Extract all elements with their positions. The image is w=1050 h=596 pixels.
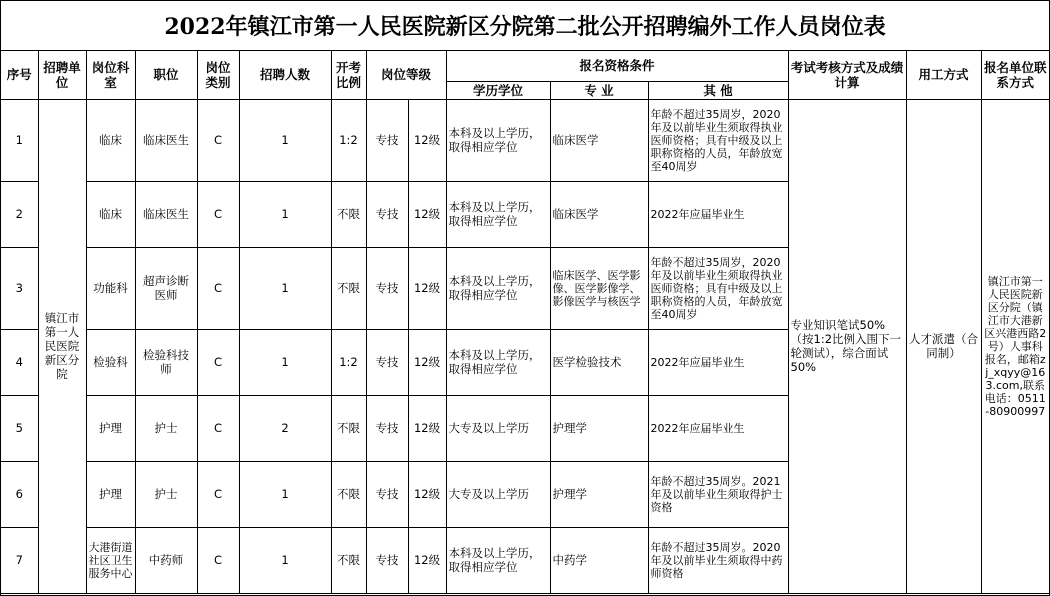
header-category: 岗位类别	[197, 51, 239, 99]
cell-education: 本科及以上学历，取得相应学位	[446, 329, 550, 395]
cell-level-type: 专技	[366, 181, 408, 247]
cell-other: 2022年应届毕业生	[648, 329, 788, 395]
cell-ratio: 不限	[331, 527, 366, 593]
cell-category: C	[197, 247, 239, 329]
header-major: 专 业	[550, 81, 648, 99]
cell-count: 1	[239, 181, 331, 247]
cell-count: 2	[239, 395, 331, 461]
header-position: 职位	[135, 51, 197, 99]
cell-level: 12级	[408, 527, 446, 593]
cell-education: 大专及以上学历	[446, 461, 550, 527]
cell-level: 12级	[408, 181, 446, 247]
cell-count: 1	[239, 247, 331, 329]
header-contact: 报名单位联系方式	[981, 51, 1049, 99]
cell-ratio: 不限	[331, 247, 366, 329]
cell-ratio: 1:2	[331, 99, 366, 181]
cell-major: 临床医学、医学影像、医学影像学、影像医学与核医学	[550, 247, 648, 329]
cell-seq: 5	[1, 395, 38, 461]
cell-level: 12级	[408, 395, 446, 461]
header-level: 岗位等级	[366, 51, 446, 99]
cell-other: 年龄不超过35周岁，2020年及以前毕业生须取得执业医师资格；具有中级及以上职称资格的人员，年龄放宽至40周岁	[648, 99, 788, 181]
header-qualifications: 报名资格条件	[446, 51, 788, 81]
cell-contact: 镇江市第一人民医院新区分院（镇江市大港新区兴港西路2号）人事科报名，邮箱zj_xqyy@163.com,联系电话：0511-80900997	[981, 99, 1049, 593]
cell-employment-type: 人才派遣（合同制）	[906, 99, 981, 593]
cell-dept: 护理	[86, 461, 135, 527]
table-row	[1, 99, 1049, 181]
cell-dept: 检验科	[86, 329, 135, 395]
cell-dept: 护理	[86, 395, 135, 461]
cell-seq: 1	[1, 99, 38, 181]
cell-education: 本科及以上学历，取得相应学位	[446, 247, 550, 329]
cell-other: 年龄不超过35周岁，2020年及以前毕业生须取得执业医师资格；具有中级及以上职称资格的人员，年龄放宽至40周岁	[648, 247, 788, 329]
header-ratio: 开考比例	[331, 51, 366, 99]
cell-seq: 6	[1, 461, 38, 527]
cell-ratio: 不限	[331, 395, 366, 461]
header-unit: 招聘单位	[38, 51, 86, 99]
header-row	[1, 51, 1049, 81]
cell-ratio: 不限	[331, 461, 366, 527]
cell-other: 年龄不超过35周岁。2020年及以前毕业生须取得中药师资格	[648, 527, 788, 593]
page-title: 2022年镇江市第一人民医院新区分院第二批公开招聘编外工作人员岗位表	[1, 1, 1049, 51]
cell-position: 超声诊断医师	[135, 247, 197, 329]
cell-seq: 3	[1, 247, 38, 329]
cell-position: 中药师	[135, 527, 197, 593]
cell-dept: 临床	[86, 181, 135, 247]
cell-major: 医学检验技术	[550, 329, 648, 395]
cell-other: 2022年应届毕业生	[648, 181, 788, 247]
cell-major: 临床医学	[550, 181, 648, 247]
cell-education: 大专及以上学历	[446, 395, 550, 461]
header-dept: 岗位科室	[86, 51, 135, 99]
cell-count: 1	[239, 461, 331, 527]
cell-count: 1	[239, 329, 331, 395]
cell-level-type: 专技	[366, 461, 408, 527]
cell-exam-method: 专业知识笔试50%（按1:2比例入围下一轮测试），综合面试50%	[788, 99, 906, 593]
cell-major: 护理学	[550, 461, 648, 527]
cell-ratio: 1:2	[331, 329, 366, 395]
positions-table	[1, 51, 1049, 594]
cell-position: 检验科技师	[135, 329, 197, 395]
cell-level-type: 专技	[366, 395, 408, 461]
header-exam: 考试考核方式及成绩计算	[788, 51, 906, 99]
cell-level-type: 专技	[366, 527, 408, 593]
cell-level-type: 专技	[366, 99, 408, 181]
cell-level: 12级	[408, 247, 446, 329]
header-education: 学历学位	[446, 81, 550, 99]
cell-dept: 功能科	[86, 247, 135, 329]
cell-level-type: 专技	[366, 247, 408, 329]
cell-position: 护士	[135, 395, 197, 461]
cell-position: 护士	[135, 461, 197, 527]
cell-position: 临床医生	[135, 99, 197, 181]
cell-education: 本科及以上学历，取得相应学位	[446, 99, 550, 181]
cell-position: 临床医生	[135, 181, 197, 247]
cell-category: C	[197, 181, 239, 247]
header-other: 其 他	[648, 81, 788, 99]
cell-major: 中药学	[550, 527, 648, 593]
cell-seq: 4	[1, 329, 38, 395]
header-seq: 序号	[1, 51, 38, 99]
cell-dept: 临床	[86, 99, 135, 181]
cell-ratio: 不限	[331, 181, 366, 247]
cell-education: 本科及以上学历，取得相应学位	[446, 527, 550, 593]
cell-category: C	[197, 329, 239, 395]
cell-education: 本科及以上学历，取得相应学位	[446, 181, 550, 247]
cell-count: 1	[239, 527, 331, 593]
cell-category: C	[197, 99, 239, 181]
cell-level: 12级	[408, 99, 446, 181]
cell-level: 12级	[408, 329, 446, 395]
cell-category: C	[197, 527, 239, 593]
cell-other: 年龄不超过35周岁。2021年及以前毕业生须取得护士资格	[648, 461, 788, 527]
cell-seq: 2	[1, 181, 38, 247]
cell-unit: 镇江市第一人民医院新区分院	[38, 99, 86, 593]
header-count: 招聘人数	[239, 51, 331, 99]
cell-other: 2022年应届毕业生	[648, 395, 788, 461]
cell-category: C	[197, 395, 239, 461]
cell-category: C	[197, 461, 239, 527]
cell-count: 1	[239, 99, 331, 181]
header-employment: 用工方式	[906, 51, 981, 99]
cell-dept: 大港街道社区卫生服务中心	[86, 527, 135, 593]
cell-level: 12级	[408, 461, 446, 527]
cell-level-type: 专技	[366, 329, 408, 395]
cell-major: 临床医学	[550, 99, 648, 181]
cell-seq: 7	[1, 527, 38, 593]
cell-major: 护理学	[550, 395, 648, 461]
